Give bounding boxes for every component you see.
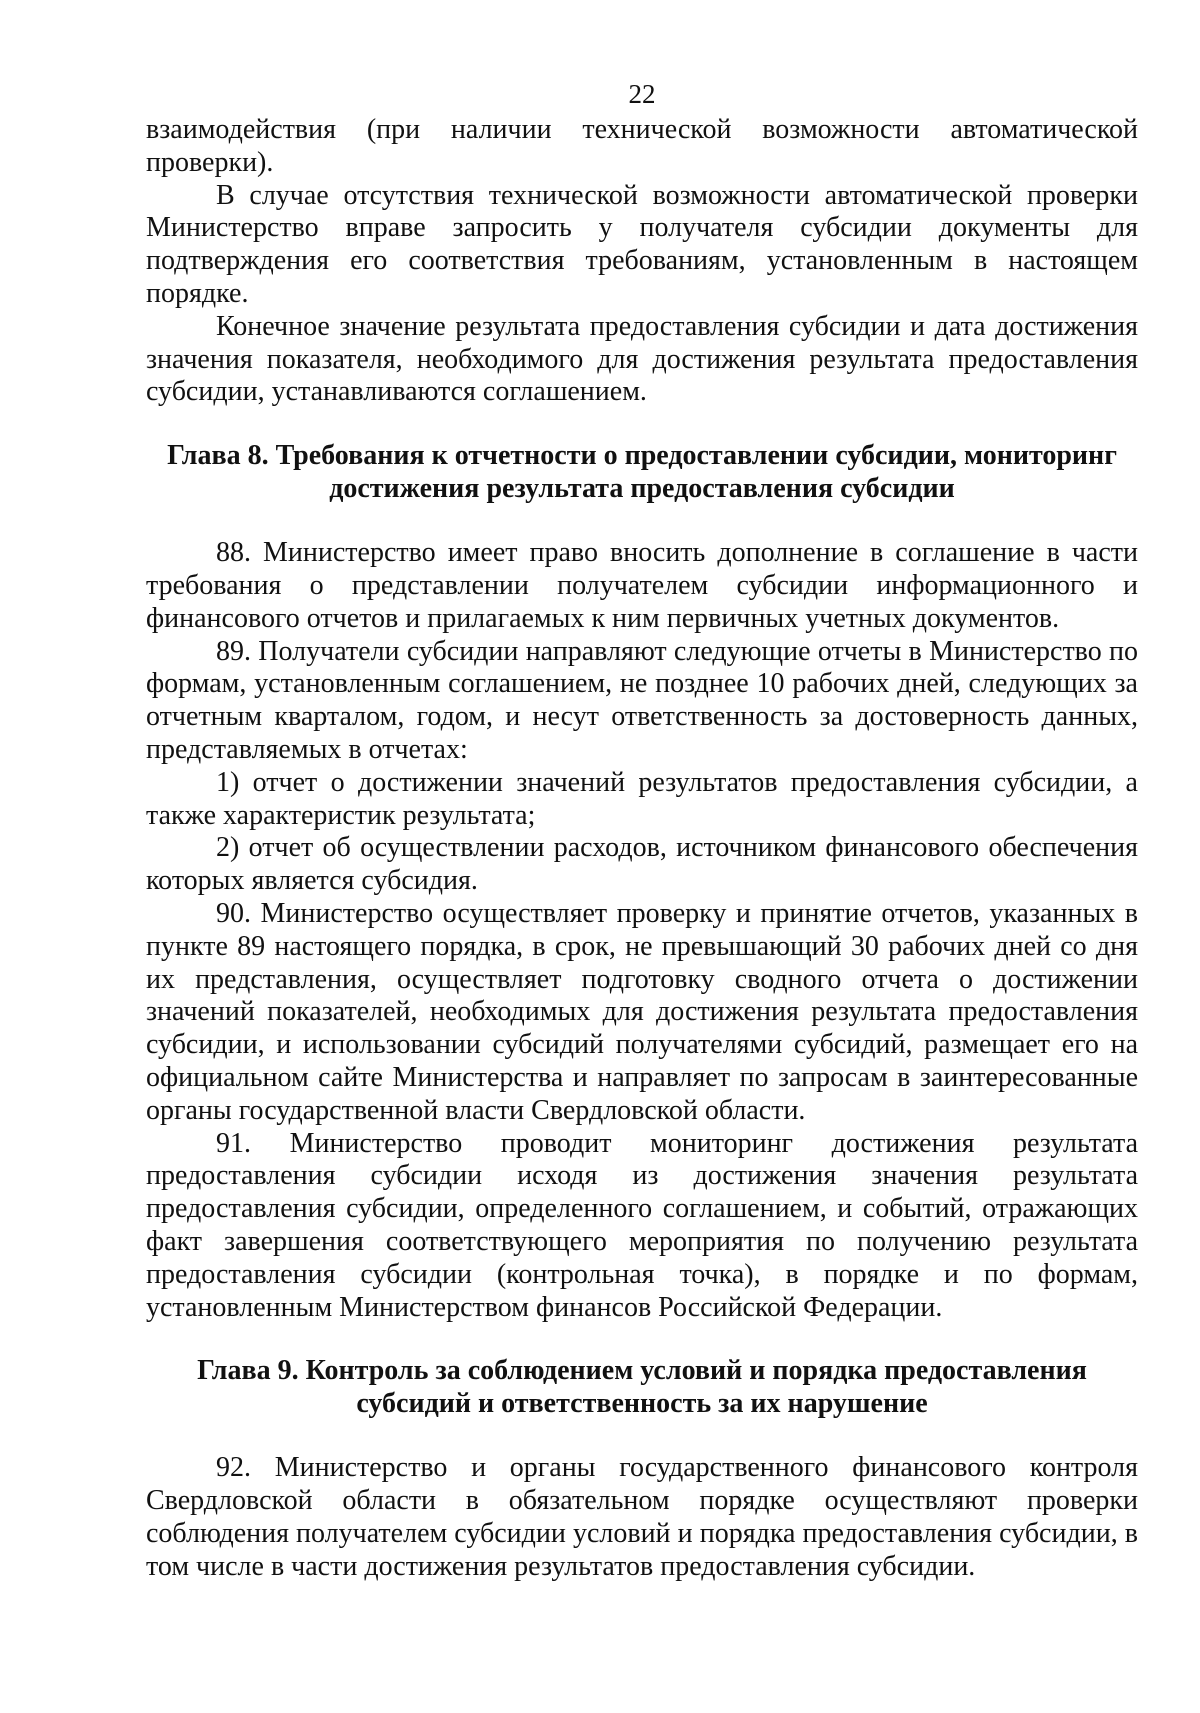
paragraph-result-value: Конечное значение результата предоставления субсидии и дата достижения значения показателя, необходимого для достижения результата предоставления субсидии, устанавливаются соглашением. bbox=[146, 310, 1138, 408]
chapter-9-heading: Глава 9. Контроль за соблюдением условий и порядка предоставления субсидий и ответственность за их нарушение bbox=[197, 1355, 1087, 1420]
paragraph-89-item-1: 1) отчет о достижении значений результатов предоставления субсидии, а также характеристик результата; bbox=[146, 766, 1138, 831]
paragraph-89-item-2: 2) отчет об осуществлении расходов, источником финансового обеспечения которых является субсидия. bbox=[146, 832, 1138, 897]
paragraph-88: 88. Министерство имеет право вносить дополнение в соглашение в части требования о представлении получателем субсидии информационного и финансового отчетов и прилагаемых к ним первичных учетных документов. bbox=[146, 537, 1138, 634]
paragraph-technical-check: В случае отсутствия технической возможности автоматической проверки Министерство вправе запросить у получателя субсидии документы для подтверждения его соответствия требованиям, установленным в настоящем порядке. bbox=[146, 179, 1138, 309]
document-page bbox=[146, 78, 1138, 1583]
paragraph-89: 89. Получатели субсидии направляют следующие отчеты в Министерство по формам, установленным соглашением, не позднее 10 рабочих дней, следующих за отчетным кварталом, годом, и несут ответственность за достоверность данных, представляемых в отчетах: bbox=[146, 635, 1138, 765]
paragraph-91: 91. Министерство проводит мониторинг достижения результата предоставления субсидии исходя из достижения значения результата предоставления субсидии, определенного соглашением, и событий, отражающих факт завершения соответствующего мероприятия по получению результата предоставления субсидии (контрольная точка), в порядке и по формам, установленным Министерством финансов Российской Федерации. bbox=[146, 1127, 1138, 1323]
paragraph-90: 90. Министерство осуществляет проверку и принятие отчетов, указанных в пункте 89 настоящего порядка, в срок, не превышающий 30 рабочих дней со дня их представления, осуществляет подготовку сводного отчета о достижении значений показателей, необходимых для достижения результата предоставления субсидии, и использовании субсидий получателями субсидий, размещает его на официальном сайте Министерства и направляет по запросам в заинтересованные органы государственной власти Свердловской области. bbox=[146, 897, 1138, 1126]
chapter-8-heading: Глава 8. Требования к отчетности о предоставлении субсидии, мониторинг достижения результата предоставления субсидии bbox=[167, 440, 1117, 505]
page-number: 22 bbox=[628, 79, 656, 109]
paragraph-92: 92. Министерство и органы государственного финансового контроля Свердловской области в обязательном порядке осуществляют проверки соблюдения получателем субсидии условий и порядка предоставления субсидии, в том числе в части достижения результатов предоставления субсидии. bbox=[146, 1452, 1138, 1582]
paragraph-continuation: взаимодействия (при наличии технической возможности автоматической проверки). bbox=[146, 114, 1138, 178]
